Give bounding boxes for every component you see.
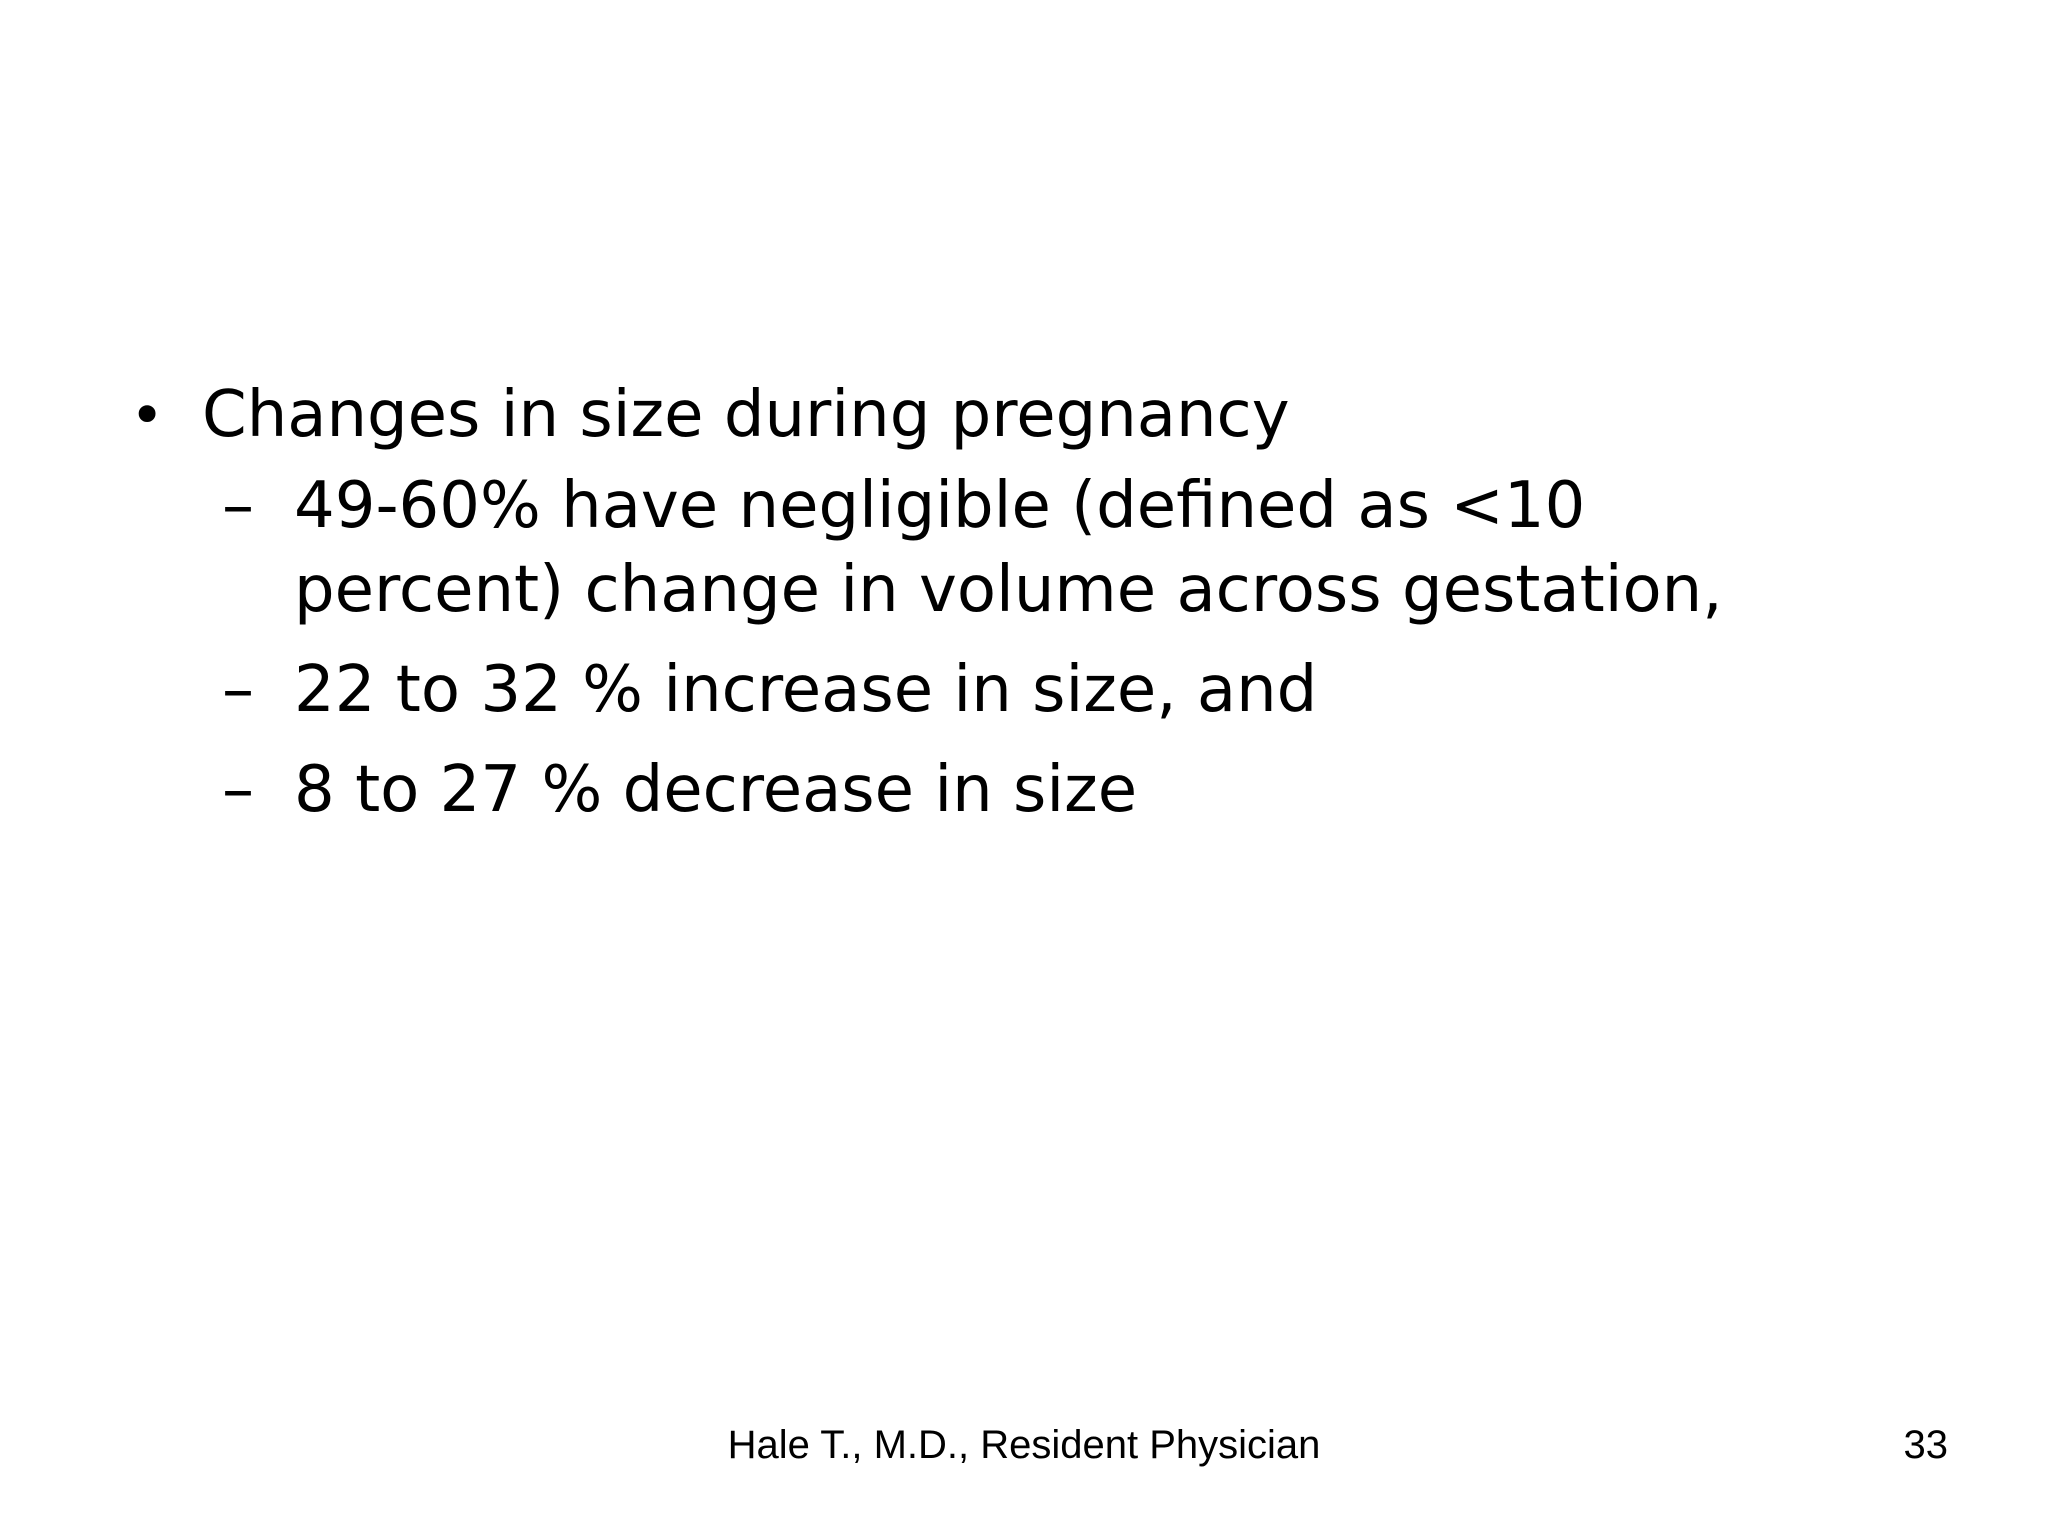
slide-content — [130, 370, 1930, 848]
bullet-marker: • — [130, 381, 165, 449]
page-number: 33 — [1903, 1423, 1948, 1467]
sub-bullet-text: 49-60% have negligible (defined as <10 percent) change in volume across gestation, — [294, 469, 1723, 627]
slide-footer: Hale T., M.D., Resident Physician — [727, 1423, 1321, 1467]
dash-marker: – — [222, 469, 254, 543]
sub-bullet-text: 22 to 32 % increase in size, and — [294, 653, 1318, 727]
main-bullet — [130, 370, 1930, 460]
dash-marker: – — [222, 653, 254, 727]
sub-bullet-item — [222, 648, 1930, 732]
sub-bullet-text: 8 to 27 % decrease in size — [294, 753, 1138, 827]
main-bullet-text: Changes in size during pregnancy — [202, 378, 1290, 452]
dash-marker: – — [222, 753, 254, 827]
sub-bullet-item — [222, 748, 1930, 832]
sub-bullet-item — [222, 464, 1930, 632]
sub-bullet-list — [130, 464, 1930, 832]
